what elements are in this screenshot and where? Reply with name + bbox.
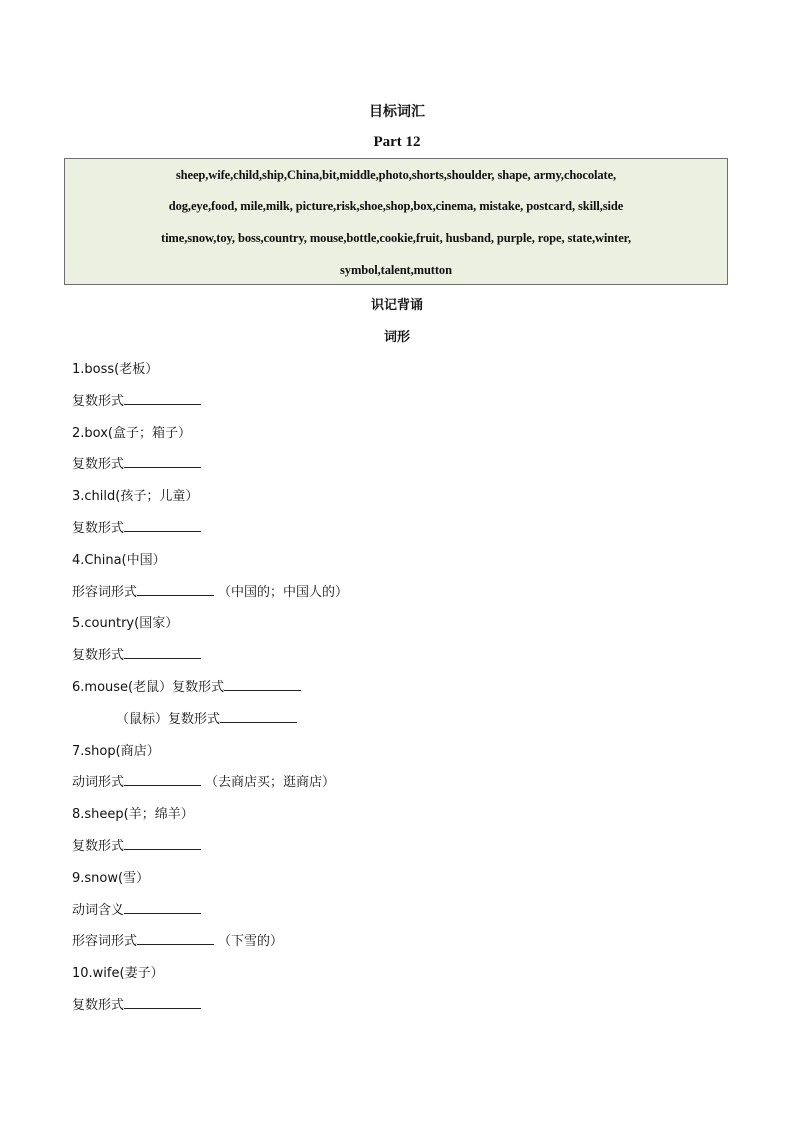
exercise-item — [72, 485, 198, 504]
exercise-item — [72, 867, 149, 886]
section-subheading: 词形 — [383, 330, 410, 345]
item-text: 9.snow(雪） — [72, 870, 150, 886]
item-text: 形容词形式 — [72, 934, 138, 950]
answer-blank[interactable] — [124, 646, 201, 659]
item-note: （下雪的） — [218, 934, 284, 950]
item-note: （去商店买；逛商店） — [205, 775, 336, 791]
page-title: 目标词汇 — [369, 104, 425, 120]
vocabulary-box — [64, 158, 728, 285]
vocab-line: symbol,talent,mutton — [340, 263, 452, 277]
answer-blank[interactable] — [124, 901, 201, 914]
item-text: 8.sheep(羊；绵羊） — [72, 807, 194, 823]
exercise-fill-line — [72, 644, 201, 663]
exercise-item — [72, 358, 158, 377]
item-text: 复数形式 — [72, 521, 125, 536]
item-text: 动词含义 — [72, 902, 125, 918]
exercise-item — [72, 422, 191, 441]
exercise-fill-line — [72, 676, 301, 695]
answer-blank[interactable] — [224, 678, 301, 691]
item-text: 5.country(国家） — [72, 616, 179, 632]
answer-blank[interactable] — [124, 996, 201, 1009]
vocab-line: sheep,wife,child,ship,China,bit,middle,photo,shorts,shoulder, shape, army,chocolate, — [175, 168, 617, 182]
item-text: 4.China(中国） — [72, 552, 166, 568]
exercise-item — [72, 549, 166, 568]
exercise-fill-line — [72, 517, 201, 536]
exercise-fill-line — [72, 453, 201, 472]
exercise-fill-line — [72, 771, 335, 790]
exercise-fill-line — [72, 994, 201, 1013]
item-text: 复数形式 — [72, 648, 125, 664]
answer-blank[interactable] — [124, 519, 201, 532]
section-heading: 识记背诵 — [370, 298, 423, 313]
answer-blank[interactable] — [124, 773, 201, 786]
item-text: 复数形式 — [72, 839, 125, 854]
answer-blank[interactable] — [220, 710, 297, 723]
item-text: 复数形式 — [72, 998, 125, 1013]
exercise-item — [72, 612, 178, 631]
exercise-item — [72, 962, 164, 981]
vocab-line: time,snow,toy, boss,country, mouse,bottle,cookie,fruit, husband, purple, rope, state,winter, — [161, 231, 631, 245]
item-text: 形容词形式 — [72, 584, 138, 600]
exercise-fill-line — [116, 708, 297, 727]
item-text: 6.mouse(老鼠）复数形式 — [72, 680, 225, 695]
exercise-fill-line — [72, 899, 201, 918]
item-text: 动词形式 — [72, 775, 125, 791]
exercise-item — [72, 803, 194, 822]
answer-blank[interactable] — [137, 932, 214, 945]
item-text: 2.box(盒子；箱子） — [72, 425, 191, 441]
exercise-item — [72, 740, 160, 759]
item-text: 10.wife(妻子） — [72, 966, 164, 982]
exercise-fill-line — [72, 581, 348, 600]
item-text: 复数形式 — [72, 457, 125, 473]
answer-blank[interactable] — [124, 455, 201, 468]
answer-blank[interactable] — [124, 392, 201, 405]
item-text: 1.boss(老板） — [72, 362, 159, 377]
item-text: （鼠标）复数形式 — [116, 711, 221, 727]
exercise-fill-line — [72, 835, 201, 854]
item-note: （中国的；中国人的） — [218, 584, 349, 600]
part-label: Part 12 — [373, 134, 421, 150]
exercise-fill-line — [72, 390, 201, 409]
item-text: 7.shop(商店） — [72, 743, 160, 759]
answer-blank[interactable] — [137, 583, 214, 596]
exercise-fill-line — [72, 930, 283, 949]
answer-blank[interactable] — [124, 837, 201, 850]
item-text: 复数形式 — [72, 393, 125, 409]
vocab-line: dog,eye,food, mile,milk, picture,risk,shoe,shop,box,cinema, mistake, postcard, skill,side — [168, 199, 624, 213]
item-text: 3.child(孩子；儿童） — [72, 489, 199, 505]
